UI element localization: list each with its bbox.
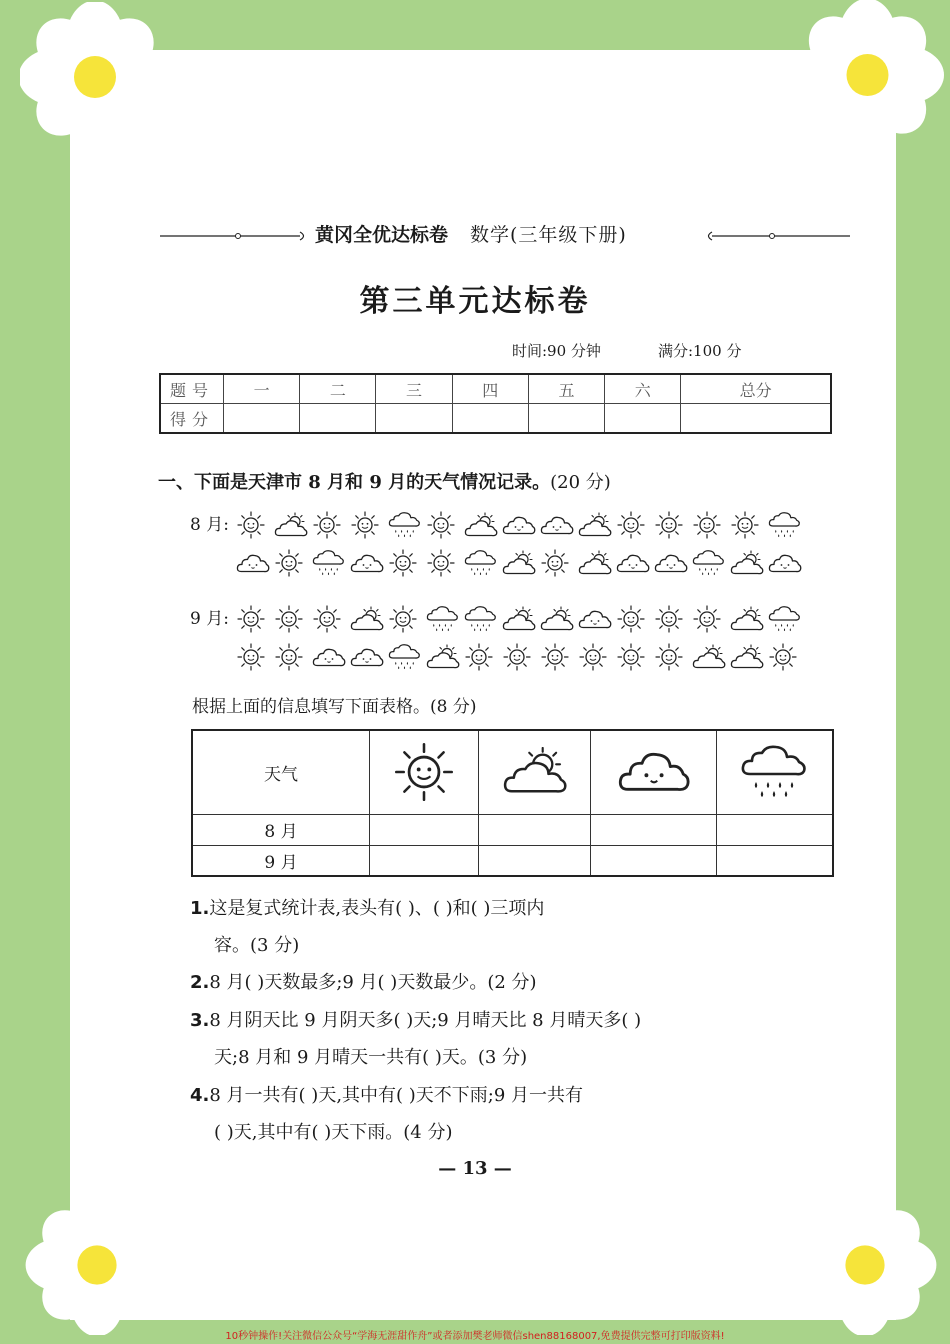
score-col-2: 二 bbox=[300, 374, 376, 404]
score-table-header-row bbox=[160, 374, 831, 404]
partly-cloudy-icon bbox=[730, 550, 764, 577]
stat-cell[interactable] bbox=[716, 845, 833, 876]
partly-cloudy-icon bbox=[502, 606, 536, 633]
aug-weather-row-1 bbox=[236, 508, 801, 542]
sun-icon bbox=[388, 548, 418, 578]
header-brand: 黄冈全优达标卷 bbox=[315, 224, 449, 246]
cloudy-icon bbox=[578, 607, 612, 632]
question-4 bbox=[190, 1081, 583, 1107]
score-col-3: 三 bbox=[376, 374, 452, 404]
sep-label: 9 月: bbox=[190, 609, 229, 629]
sun-icon bbox=[426, 510, 456, 540]
question-number: 2. bbox=[190, 972, 210, 993]
sun-icon bbox=[236, 642, 266, 672]
score-cell[interactable] bbox=[376, 404, 452, 434]
stat-cell[interactable] bbox=[370, 814, 479, 845]
flower-top-left-icon bbox=[20, 2, 170, 152]
score-table bbox=[159, 373, 832, 434]
flower-top-right-icon bbox=[790, 0, 945, 150]
cloudy-icon bbox=[236, 551, 270, 576]
sun-icon bbox=[388, 604, 418, 634]
sun-icon bbox=[236, 510, 266, 540]
partly-cloudy-icon bbox=[578, 512, 612, 539]
stat-col-partly-cloudy bbox=[478, 730, 590, 814]
sun-icon bbox=[616, 604, 646, 634]
stat-header-weather: 天气 bbox=[192, 730, 370, 814]
sun-icon bbox=[502, 642, 532, 672]
question-text: 8 月一共有( )天,其中有( )天不下雨;9 月一共有 bbox=[209, 1085, 584, 1106]
stat-cell[interactable] bbox=[478, 814, 590, 845]
partly-cloudy-icon bbox=[692, 644, 726, 671]
cloudy-icon bbox=[654, 551, 688, 576]
sun-icon bbox=[730, 510, 760, 540]
question-1 bbox=[190, 894, 544, 920]
stat-cell[interactable] bbox=[591, 814, 717, 845]
stat-col-rain bbox=[716, 730, 833, 814]
question-number: 3. bbox=[190, 1010, 210, 1031]
rain-icon bbox=[312, 549, 345, 577]
cloudy-icon bbox=[502, 513, 536, 538]
sun-icon bbox=[540, 548, 570, 578]
stat-row-label: 9 月 bbox=[192, 845, 370, 876]
question-3 bbox=[190, 1006, 641, 1032]
sun-icon bbox=[312, 510, 342, 540]
stat-cell[interactable] bbox=[591, 845, 717, 876]
section-1-title bbox=[158, 468, 611, 494]
score-cell[interactable] bbox=[224, 404, 300, 434]
rain-icon bbox=[740, 743, 808, 801]
sun-icon bbox=[768, 642, 798, 672]
section-1-text: 一、下面是天津市 8 月和 9 月的天气情况记录。 bbox=[158, 472, 551, 493]
fill-table-instruction: 根据上面的信息填写下面表格。(8 分) bbox=[192, 697, 477, 717]
sun-icon bbox=[654, 510, 684, 540]
flower-bottom-left-icon bbox=[22, 1195, 172, 1335]
sun-icon bbox=[274, 604, 304, 634]
sun-icon bbox=[274, 642, 304, 672]
rain-icon bbox=[768, 605, 801, 633]
score-table-score-row bbox=[160, 404, 831, 434]
cloudy-icon bbox=[350, 645, 384, 670]
sun-icon bbox=[578, 642, 608, 672]
question-4-cont: ( )天,其中有( )天下雨。(4 分) bbox=[214, 1122, 453, 1143]
footer-promo-text: 10秒钟操作!关注微信公众号“学海无涯甜作舟”或者添加樊老师微信shen88168007,免费提供完整可打印版资料! bbox=[225, 1331, 725, 1342]
page-number: — 13 — bbox=[438, 1158, 512, 1179]
question-3-cont: 天;8 月和 9 月晴天一共有( )天。(3 分) bbox=[214, 1047, 528, 1068]
cloudy-icon bbox=[312, 645, 346, 670]
rain-icon bbox=[464, 605, 497, 633]
partly-cloudy-icon bbox=[274, 512, 308, 539]
sun-icon bbox=[426, 548, 456, 578]
partly-cloudy-icon bbox=[426, 644, 460, 671]
sun-icon bbox=[616, 510, 646, 540]
question-text: 这是复式统计表,表头有( )、( )和( )三项内 bbox=[209, 898, 545, 919]
question-2 bbox=[190, 968, 537, 994]
rain-icon bbox=[388, 643, 421, 671]
partly-cloudy-icon bbox=[730, 644, 764, 671]
sun-icon bbox=[464, 642, 494, 672]
question-1-cont: 容。(3 分) bbox=[214, 935, 300, 956]
aug-weather-row-2 bbox=[236, 546, 802, 580]
sun-icon bbox=[540, 642, 570, 672]
stat-row-label: 8 月 bbox=[192, 814, 370, 845]
partly-cloudy-icon bbox=[464, 512, 498, 539]
question-number: 1. bbox=[190, 898, 210, 919]
score-cell[interactable] bbox=[681, 404, 831, 434]
aug-label: 8 月: bbox=[190, 515, 229, 535]
stat-row-aug bbox=[192, 814, 833, 845]
stat-col-cloudy bbox=[591, 730, 717, 814]
score-cell[interactable] bbox=[452, 404, 528, 434]
sun-icon bbox=[350, 510, 380, 540]
score-cell[interactable] bbox=[528, 404, 604, 434]
rain-icon bbox=[426, 605, 459, 633]
stat-col-sun bbox=[370, 730, 479, 814]
exam-full-score: 满分:100 分 bbox=[658, 342, 742, 360]
partly-cloudy-icon bbox=[578, 550, 612, 577]
exam-time: 时间:90 分钟 bbox=[512, 342, 601, 360]
sun-icon bbox=[392, 740, 456, 804]
sun-icon bbox=[274, 548, 304, 578]
score-col-5: 五 bbox=[528, 374, 604, 404]
sun-icon bbox=[654, 642, 684, 672]
page-title: 第三单元达标卷 bbox=[359, 284, 591, 319]
sun-icon bbox=[312, 604, 342, 634]
score-cell[interactable] bbox=[300, 404, 376, 434]
question-text: 8 月阴天比 9 月阴天多( )天;9 月晴天比 8 月晴天多( ) bbox=[209, 1010, 642, 1031]
sun-icon bbox=[654, 604, 684, 634]
rain-icon bbox=[388, 511, 421, 539]
stat-row-sep bbox=[192, 845, 833, 876]
score-col-total: 总分 bbox=[681, 374, 831, 404]
sep-weather-row-2 bbox=[236, 640, 798, 674]
partly-cloudy-icon bbox=[502, 550, 536, 577]
cloudy-icon bbox=[350, 551, 384, 576]
header-subject: 数学(三年级下册) bbox=[470, 224, 627, 246]
question-number: 4. bbox=[190, 1085, 210, 1106]
rain-icon bbox=[768, 511, 801, 539]
sun-icon bbox=[692, 510, 722, 540]
score-row-label: 得分 bbox=[160, 404, 224, 434]
stat-cell[interactable] bbox=[370, 845, 479, 876]
cloudy-icon bbox=[616, 551, 650, 576]
weather-stat-table bbox=[191, 729, 834, 877]
partly-cloudy-icon bbox=[730, 606, 764, 633]
section-1-points: (20 分) bbox=[550, 472, 611, 493]
stat-header-row bbox=[192, 730, 833, 814]
running-header bbox=[315, 220, 627, 247]
sep-weather-row-1 bbox=[236, 602, 801, 636]
partly-cloudy-icon bbox=[502, 747, 568, 797]
rain-icon bbox=[464, 549, 497, 577]
stat-cell[interactable] bbox=[478, 845, 590, 876]
score-cell[interactable] bbox=[605, 404, 681, 434]
header-ornament-left bbox=[160, 229, 310, 243]
cloudy-icon bbox=[540, 513, 574, 538]
score-col-4: 四 bbox=[452, 374, 528, 404]
sun-icon bbox=[236, 604, 266, 634]
sun-icon bbox=[616, 642, 646, 672]
sun-icon bbox=[692, 604, 722, 634]
cloudy-icon bbox=[617, 746, 691, 798]
rain-icon bbox=[692, 549, 725, 577]
partly-cloudy-icon bbox=[540, 606, 574, 633]
header-ornament-right bbox=[702, 229, 852, 243]
score-row-label: 题号 bbox=[160, 374, 224, 404]
partly-cloudy-icon bbox=[350, 606, 384, 633]
score-col-1: 一 bbox=[224, 374, 300, 404]
score-col-6: 六 bbox=[605, 374, 681, 404]
flower-bottom-right-icon bbox=[790, 1195, 940, 1335]
cloudy-icon bbox=[768, 551, 802, 576]
question-text: 8 月( )天数最多;9 月( )天数最少。(2 分) bbox=[209, 972, 537, 993]
stat-cell[interactable] bbox=[716, 814, 833, 845]
